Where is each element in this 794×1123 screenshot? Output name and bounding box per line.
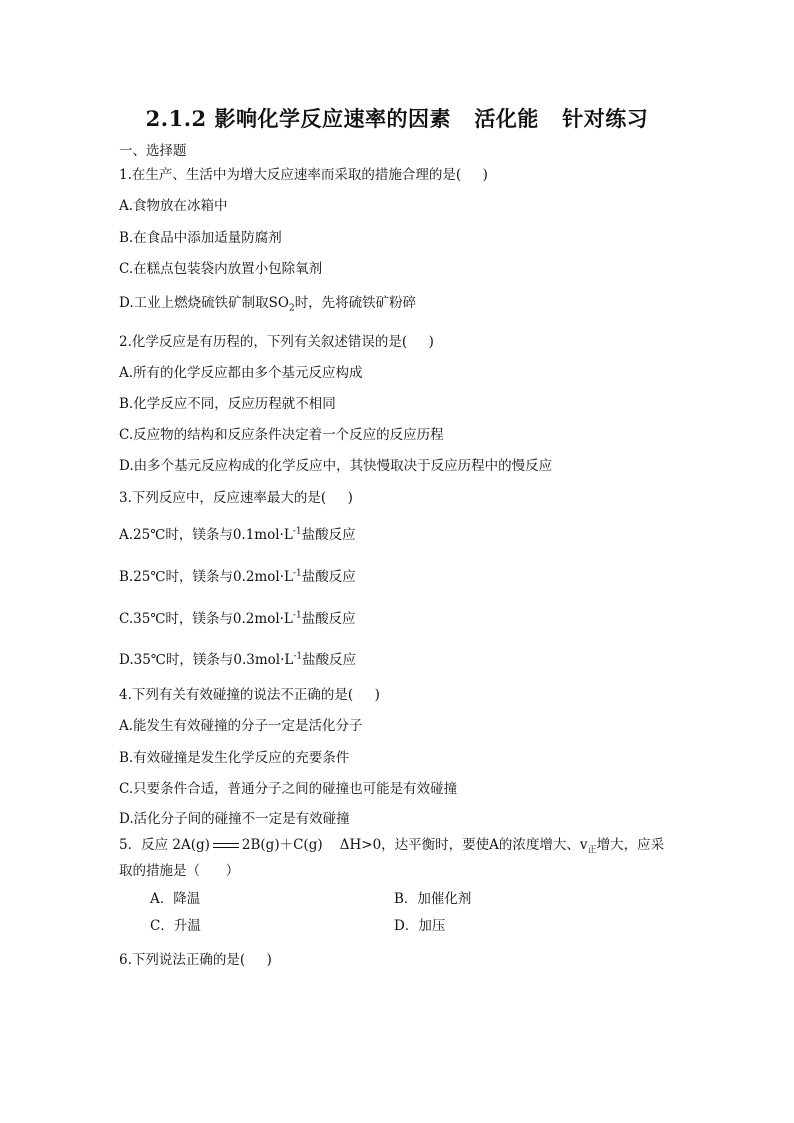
- q5-stem-line2: 取的措施是（ ）: [119, 863, 240, 879]
- q3-option-a: A.25℃时，镁条与$0.1mol\cdot L^{-1}$盐酸反应: [119, 526, 356, 543]
- q5-option-d: D．加压: [394, 918, 446, 934]
- page-title: 2.1.2 影响化学反应速率的因素 活化能 针对练习: [145, 106, 649, 131]
- q3-option-b: B.25℃时，镁条与$0.2mol\cdot L^{-1}$盐酸反应: [119, 568, 356, 585]
- q2-option-b: B.化学反应不同，反应历程就不相同: [119, 396, 336, 412]
- q1-option-c: C.在糕点包装袋内放置小包除氧剂: [119, 261, 323, 277]
- q4-option-c: C.只要条件合适，普通分子之间的碰撞也可能是有效碰撞: [119, 781, 458, 797]
- q2-stem: 2.化学反应是有历程的，下列有关叙述错误的是( ): [119, 334, 434, 350]
- q1-option-d: D.工业上燃烧硫铁矿制取$SO_2$时，先将硫铁矿粉碎: [119, 295, 417, 314]
- q2-option-a: A.所有的化学反应都由多个基元反应构成: [119, 365, 363, 381]
- q3-option-c: C.35℃时，镁条与$0.2mol\cdot L^{-1}$盐酸反应: [119, 610, 356, 627]
- equilibrium-arrow-icon: [213, 842, 239, 850]
- q3-option-d: D.35℃时，镁条与$0.3mol\cdot L^{-1}$盐酸反应: [119, 651, 357, 668]
- q5-option-a: A．降温: [150, 891, 201, 907]
- q4-option-b: B.有效碰撞是发生化学反应的充要条件: [119, 750, 350, 766]
- q1-option-a: A.食物放在冰箱中: [119, 198, 228, 214]
- q5-option-b: B．加催化剂: [394, 891, 472, 907]
- q4-option-d: D.活化分子间的碰撞不一定是有效碰撞: [119, 811, 350, 827]
- q4-option-a: A.能发生有效碰撞的分子一定是活化分子: [119, 718, 363, 734]
- q5-option-c: C．升温: [150, 918, 201, 934]
- q6-stem: 6.下列说法正确的是( ): [119, 952, 272, 968]
- q2-option-d: D.由多个基元反应构成的化学反应中，其快慢取决于反应历程中的慢反应: [119, 458, 553, 474]
- q4-stem: 4.下列有关有效碰撞的说法不正确的是( ): [119, 687, 380, 703]
- q1-option-b: B.在食品中添加适量防腐剂: [119, 230, 282, 246]
- q1-stem: 1.在生产、生活中为增大反应速率而采取的措施合理的是( ): [119, 167, 488, 183]
- section-heading: 一、选择题: [119, 143, 187, 159]
- q2-option-c: C.反应物的结构和反应条件决定着一个反应的反应历程: [119, 427, 444, 443]
- q5-stem: 5．反应 2A(g) 2B(g)＋C(g) ΔH>0，达平衡时，要使A的浓度增大、$v_正$增大，应采: [119, 837, 665, 856]
- q3-stem: 3.下列反应中，反应速率最大的是( ): [119, 490, 353, 506]
